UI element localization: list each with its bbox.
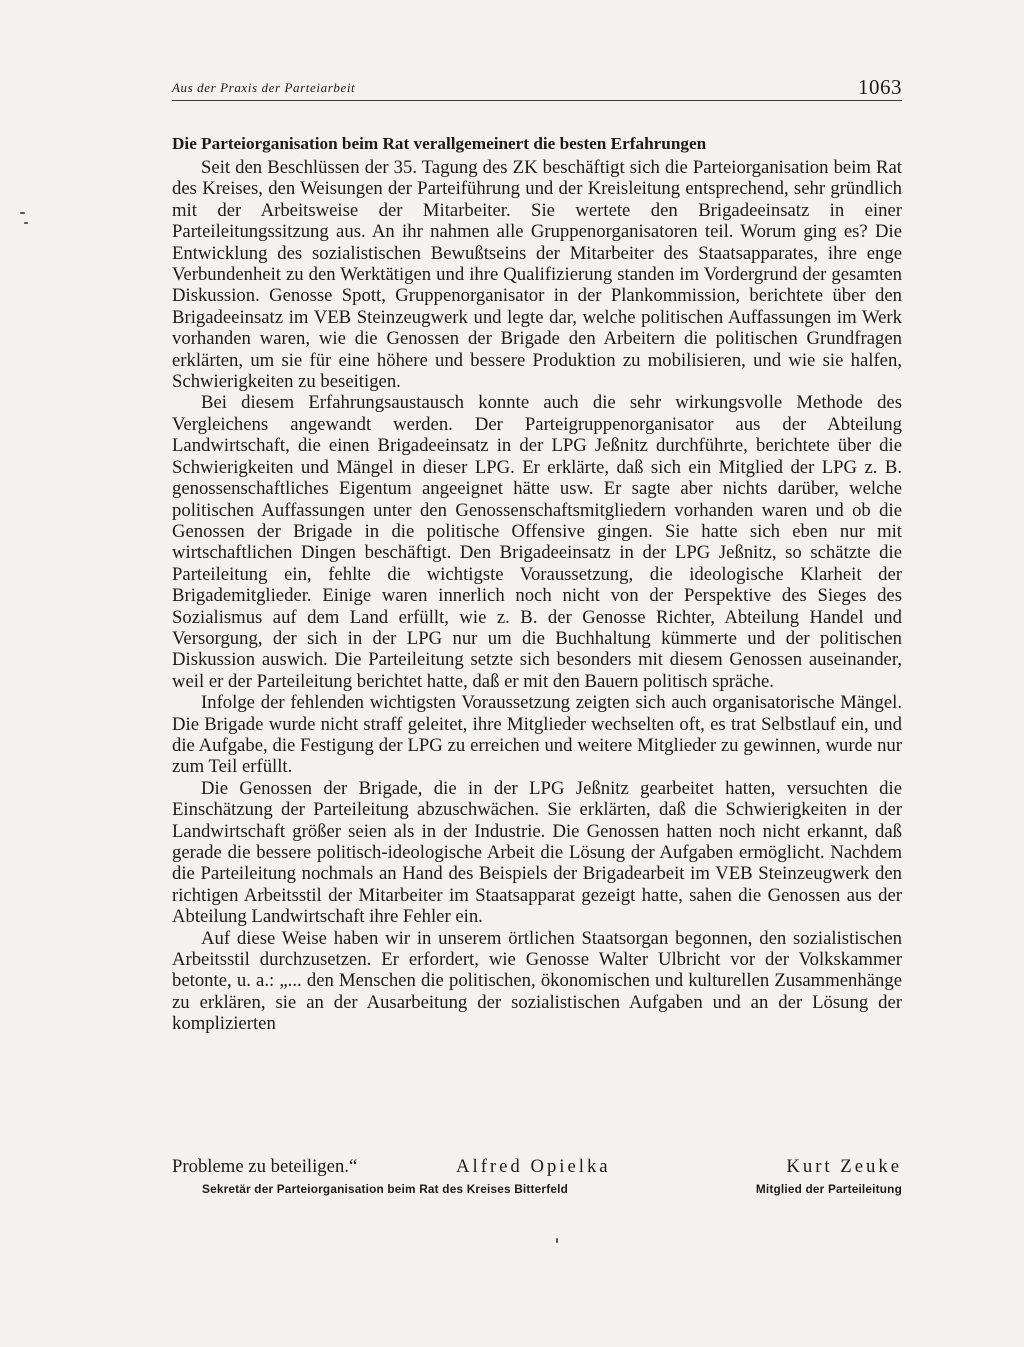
running-header-title: Aus der Praxis der Parteiarbeit: [172, 80, 356, 95]
author-role-1: Sekretär der Parteiorganisation beim Rat des Kreises Bitterfeld: [202, 1182, 568, 1196]
page-number: 1063: [858, 75, 902, 99]
closing-text: Probleme zu beteiligen.“: [172, 1156, 358, 1177]
author-name-1: Alfred Opielka: [456, 1156, 611, 1177]
article-title: Die Parteiorganisation beim Rat verallgemeinert die besten Erfahrungen: [172, 134, 707, 153]
author-role-2: Mitglied der Parteileitung: [755, 1182, 902, 1196]
scan-speck: [20, 212, 25, 214]
scan-speck: [24, 222, 28, 224]
article: [172, 131, 902, 1035]
signature-row: [172, 1156, 902, 1180]
article-paragraph: Bei diesem Erfahrungsaustausch konnte auch die sehr wirkungsvolle Methode des Vergleichens angewandt werden. Der Parteigruppenorganisator aus der Abteilung Landwirtschaft, die einen Brigadeeinsatz in der LPG Jeßnitz durchführte, berichtete über die Schwierigkeiten und Mängel in dieser LPG. Er erklärte, daß sich ein Mitglied der LPG z. B. genossenschaftliches Eigentum angeeignet hätte usw. Er sagte aber nichts darüber, welche politischen Auffassungen unter den Genossenschaftsmitgliedern vorhanden waren und ob die Genossen der Brigade in die politische Offensive gingen. Sie hatte sich eben nur mit wirtschaftlichen Dingen beschäftigt. Den Brigadeeinsatz in der LPG Jeßnitz, so schätzte die Parteileitung ein, fehlte die wichtigste Voraussetzung, die ideologische Klarheit der Brigademitglieder. Einige waren innerlich noch nicht von der Perspektive des Sieges des Sozialismus auf dem Land erfüllt, wie z. B. der Genosse Richter, Abteilung Handel und Versorgung, der sich in der LPG nur um die Buchhaltung kümmerte und der politischen Diskussion auswich. Die Parteileitung setzte sich besonders mit diesem Genossen auseinander, weil er der Parteileitung berichtet hatte, daß er mit den Bauern politisch spräche.: [172, 392, 902, 692]
running-header: [172, 75, 902, 101]
article-paragraph: Seit den Beschlüssen der 35. Tagung des ZK beschäftigt sich die Parteiorganisation beim Rat des Kreises, den Weisungen der Parteiführung und der Kreisleitung entsprechend, sehr gründlich mit der Arbeitsweise der Mitarbeiter. Sie wertete den Brigadeeinsatz in einer Parteileitungssitzung aus. An ihr nahmen alle Gruppenorganisatoren teil. Worum ging es? Die Entwicklung des sozialistischen Bewußtseins der Mitarbeiter des Staatsapparates, ihre enge Verbundenheit zu den Werktätigen und ihre Qualifizierung standen im Vordergrund der gesamten Diskussion. Genosse Spott, Gruppenorganisator in der Plankommission, berichtete über den Brigadeeinsatz im VEB Steinzeugwerk und legte dar, welche politischen Auffassungen im Werk vorhanden waren, wie die Genossen der Brigade den Arbeitern die politischen Grundfragen erklärten, um sie für eine höhere und bessere Produktion zu mobilisieren, und wie sie halfen, Schwierigkeiten zu beseitigen.: [172, 157, 902, 393]
article-paragraph: Infolge der fehlenden wichtigsten Voraussetzung zeigten sich auch organisatorische Mängel. Die Brigade wurde nicht straff geleitet, ihre Mitglieder wechselten oft, es trat Selbstlauf ein, und die Aufgabe, die Festigung der LPG zu erreichen und weitere Mitglieder zu gewinnen, wurde nur zum Teil erfüllt.: [172, 692, 902, 778]
author-name-2: Kurt Zeuke: [786, 1156, 902, 1177]
article-paragraph: Die Genossen der Brigade, die in der LPG Jeßnitz gearbeitet hatten, versuchten die Einschätzung der Parteileitung abzuschwächen. Sie erklärten, daß die Schwierigkeiten in der Landwirtschaft größer seien als in der Industrie. Die Genossen hatten noch nicht erkannt, daß gerade die bessere politisch-ideologische Arbeit die Lösung der Aufgaben ermöglicht. Nachdem die Parteileitung nochmals an Hand des Beispiels der Brigadearbeit im VEB Steinzeugwerk den richtigen Arbeitsstil der Mitarbeiter im Staatsapparat gezeigt hatte, sahen die Genossen aus der Abteilung Landwirtschaft ihre Fehler ein.: [172, 777, 902, 928]
author-roles: [172, 1182, 902, 1200]
scan-speck: [556, 1238, 558, 1243]
article-paragraph: Auf diese Weise haben wir in unserem örtlichen Staatsorgan begonnen, den sozialistischen Arbeitsstil durchzusetzen. Er erfordert, wie Genosse Walter Ulbricht vor der Volkskammer betonte, u. a.: „... den Menschen die politischen, ökonomischen und kulturellen Zusammenhänge zu erklären, sie an der Ausarbeitung der sozialistischen Aufgaben und an der Lösung der komplizierten: [172, 927, 902, 1035]
